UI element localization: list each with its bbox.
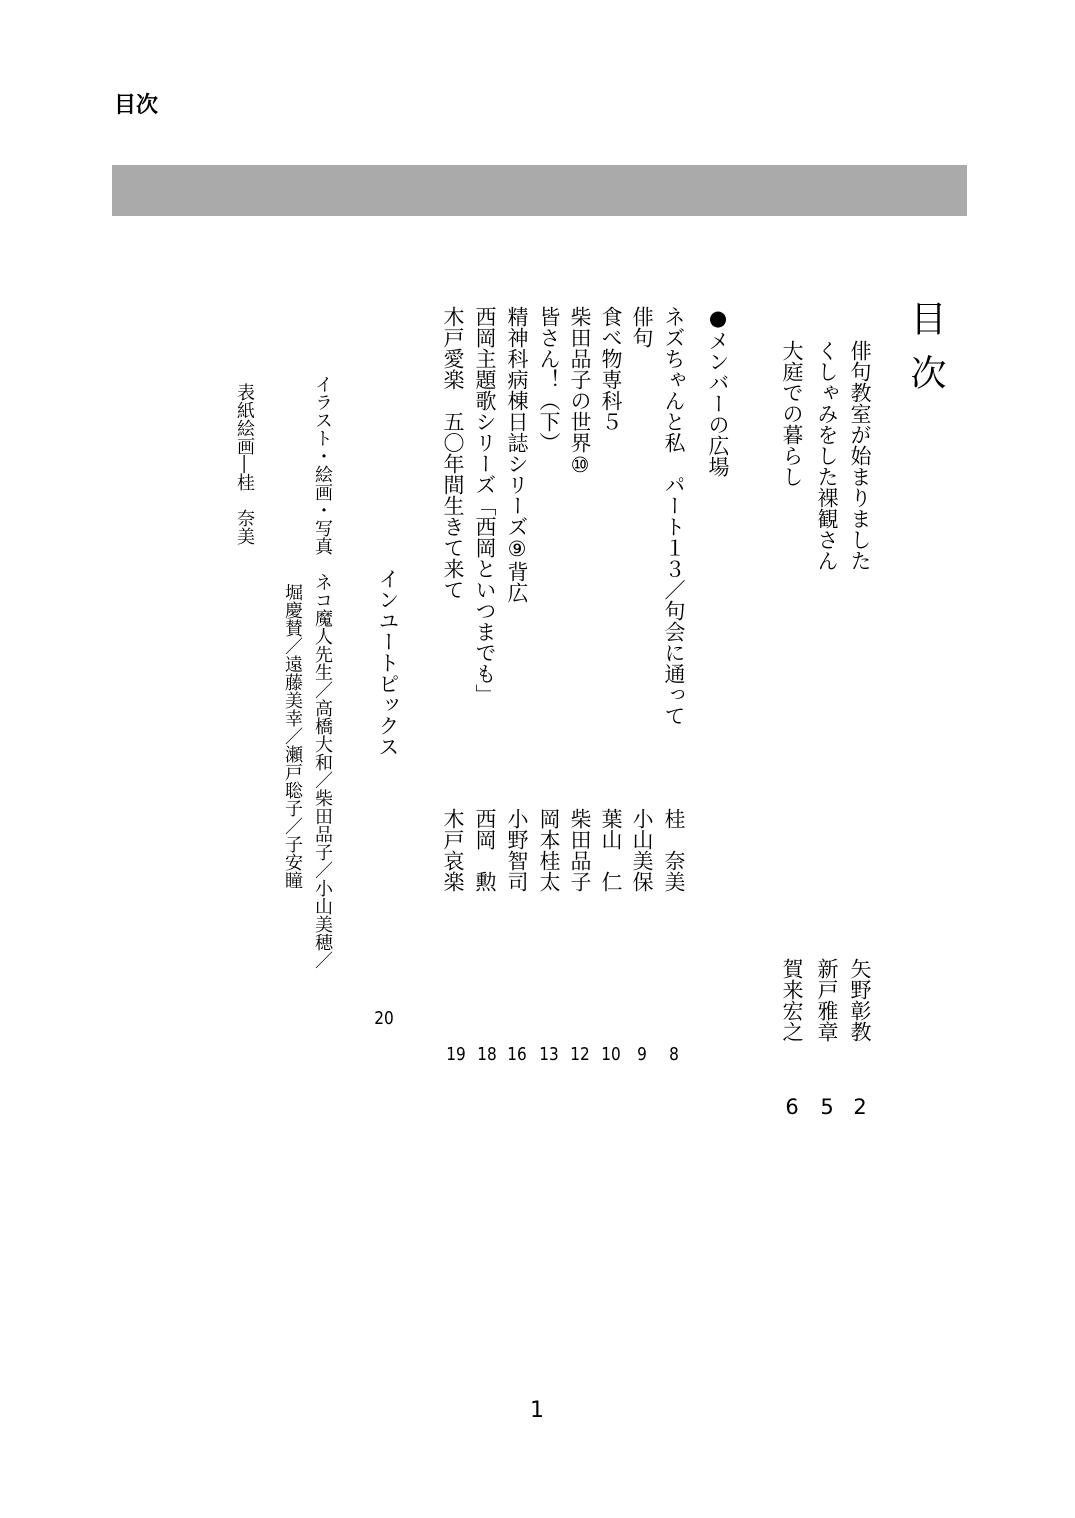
member-author-3: 葉山 仁: [599, 808, 623, 892]
member-title-1[interactable]: ネズちゃんと私 パート１３／句会に通って: [662, 306, 686, 726]
member-author-7: 西岡 勲: [473, 808, 497, 892]
featured-author-3: 賀来宏之: [780, 958, 804, 1042]
member-page-8: 19: [446, 1044, 466, 1065]
member-author-4: 柴田品子: [568, 808, 592, 892]
member-title-3[interactable]: 食べ物専科５: [599, 306, 623, 432]
member-author-1: 桂 奈美: [662, 808, 686, 892]
member-page-1: 8: [669, 1044, 679, 1065]
member-page-7: 18: [477, 1044, 497, 1065]
featured-author-1: 矢野彰教: [848, 958, 872, 1042]
cover-credit: 表紙絵画―桂 奈美: [234, 383, 255, 545]
member-author-2: 小山美保: [630, 808, 654, 892]
running-header: 目次: [114, 93, 159, 118]
credits-line-2: 堀慶賛／遠藤美幸／瀬戸聡子／子安瞳: [282, 583, 303, 889]
featured-page-1: 2: [853, 1095, 867, 1119]
member-title-6[interactable]: 精神科病棟日誌シリーズ⑨背広: [505, 306, 529, 603]
member-title-7[interactable]: 西岡主題歌シリーズ「西岡といつまでも」: [473, 306, 497, 705]
member-page-2: 9: [637, 1044, 647, 1065]
member-title-5[interactable]: 皆さん！（下）: [537, 306, 561, 453]
member-author-5: 岡本桂太: [537, 808, 561, 892]
topics-page: 20: [374, 1008, 394, 1029]
featured-title-3[interactable]: 大庭での暮らし: [780, 340, 804, 487]
toc-title: 目次: [905, 300, 946, 408]
featured-page-2: 5: [820, 1095, 834, 1119]
credits-line-1: イラスト・絵画・写真 ネコ魔人先生／高橋大和／柴田品子／小山美穂／: [312, 375, 333, 969]
member-page-3: 10: [601, 1044, 621, 1065]
header-band: [112, 165, 967, 216]
member-title-4[interactable]: 柴田品子の世界⑩: [568, 306, 592, 477]
member-page-4: 12: [570, 1044, 590, 1065]
section-heading: ●メンバーの広場: [706, 306, 730, 477]
member-page-6: 16: [507, 1044, 527, 1065]
featured-page-3: 6: [785, 1095, 799, 1119]
topics-title[interactable]: インユートピックス: [376, 568, 400, 757]
member-author-6: 小野智司: [505, 808, 529, 892]
member-author-8: 木戸哀楽: [441, 808, 465, 892]
featured-title-1[interactable]: 俳句教室が始まりました: [848, 340, 872, 571]
featured-title-2[interactable]: くしゃみをした裸観さん: [815, 340, 839, 571]
member-page-5: 13: [539, 1044, 559, 1065]
member-title-2[interactable]: 俳句: [630, 306, 654, 348]
member-title-8[interactable]: 木戸愛楽 五〇年間生きて来て: [441, 306, 465, 600]
featured-author-2: 新戸雅章: [815, 958, 839, 1042]
page-number: 1: [530, 1398, 544, 1423]
